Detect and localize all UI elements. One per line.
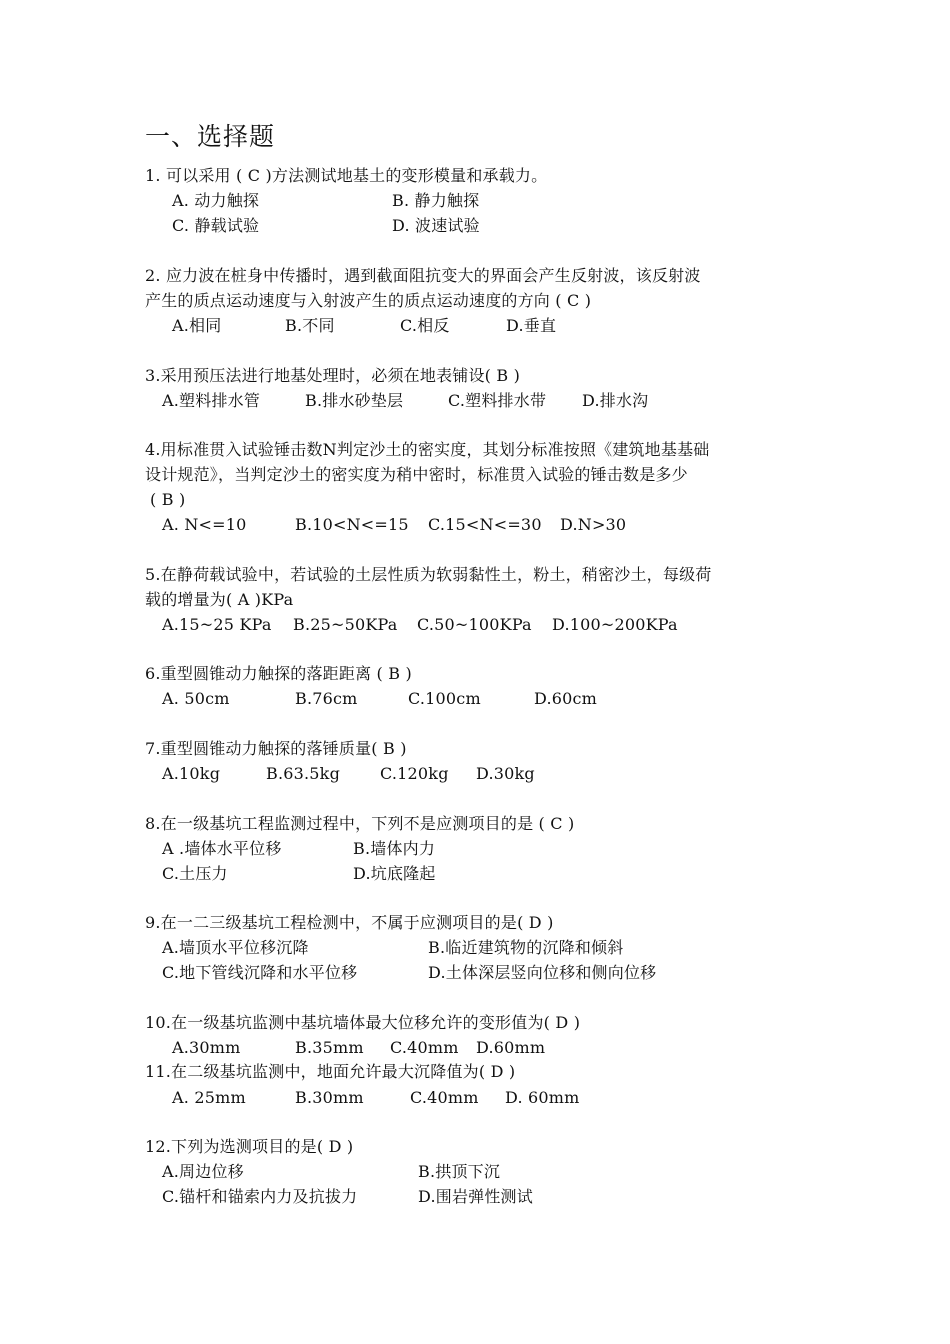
- question-stem: ( B ): [150, 490, 186, 509]
- option-a: A. 动力触探: [172, 191, 260, 210]
- option-a: A.30mm: [172, 1038, 241, 1057]
- option-b: B.35mm: [295, 1038, 364, 1057]
- option-b: B.临近建筑物的沉降和倾斜: [428, 938, 624, 957]
- option-d: D.垂直: [506, 316, 557, 335]
- question-stem: 3.采用预压法进行地基处理时，必须在地表铺设( B ): [145, 366, 521, 385]
- option-c: C.50~100KPa: [417, 615, 532, 634]
- option-b: B.30mm: [295, 1088, 364, 1107]
- option-a: A. 50cm: [162, 689, 230, 708]
- option-d: D.30kg: [476, 764, 535, 783]
- option-a: A. 25mm: [172, 1088, 246, 1107]
- option-c: C.相反: [400, 316, 450, 335]
- question-stem: 10.在一级基坑监测中基坑墙体最大位移允许的变形值为( D ): [145, 1013, 581, 1032]
- question-stem: 载的增量为( A )KPa: [145, 590, 294, 609]
- option-d: D.坑底隆起: [353, 864, 436, 883]
- option-a: A.墙顶水平位移沉降: [162, 938, 309, 957]
- option-b: B.25~50KPa: [293, 615, 398, 634]
- option-d: D.N>30: [560, 515, 627, 534]
- option-d: D.围岩弹性测试: [418, 1187, 533, 1206]
- option-b: B.排水砂垫层: [305, 391, 404, 410]
- option-b: B. 静力触探: [392, 191, 480, 210]
- option-a: A.周边位移: [162, 1162, 244, 1181]
- option-c: C.土压力: [162, 864, 228, 883]
- option-b: B.10<N<=15: [295, 515, 409, 534]
- question-stem: 8.在一级基坑工程监测过程中，下列不是应测项目的是 ( C ): [145, 814, 575, 833]
- section-title: 一、选择题: [145, 122, 276, 151]
- option-a: A .墙体水平位移: [162, 839, 282, 858]
- option-c: C.40mm: [390, 1038, 459, 1057]
- option-a: A. N<=10: [162, 515, 247, 534]
- question-stem: 12.下列为选测项目的是( D ): [145, 1137, 354, 1156]
- option-d: D.60mm: [476, 1038, 546, 1057]
- option-c: C.15<N<=30: [428, 515, 542, 534]
- option-d: D.土体深层竖向位移和侧向位移: [428, 963, 657, 982]
- option-c: C.120kg: [380, 764, 449, 783]
- option-b: B.不同: [285, 316, 335, 335]
- option-c: C. 静载试验: [172, 216, 260, 235]
- option-c: C.地下管线沉降和水平位移: [162, 963, 358, 982]
- option-a: A.相同: [172, 316, 222, 335]
- option-b: B.76cm: [295, 689, 358, 708]
- option-a: A.10kg: [162, 764, 221, 783]
- question-stem: 2. 应力波在桩身中传播时，遇到截面阻抗变大的界面会产生反射波，该反射波: [145, 266, 701, 285]
- option-d: D.100~200KPa: [552, 615, 678, 634]
- question-stem: 1. 可以采用 ( C )方法测试地基土的变形模量和承载力。: [145, 166, 548, 185]
- option-c: C.锚杆和锚索内力及抗拔力: [162, 1187, 358, 1206]
- question-stem: 6.重型圆锥动力触探的落距距离 ( B ): [145, 664, 412, 683]
- option-d: D.排水沟: [582, 391, 649, 410]
- question-stem: 11.在二级基坑监测中，地面允许最大沉降值为( D ): [145, 1062, 516, 1081]
- question-stem: 5.在静荷载试验中，若试验的土层性质为软弱黏性土，粉土，稍密沙土，每级荷: [145, 565, 712, 584]
- option-b: B.63.5kg: [266, 764, 341, 783]
- option-a: A.塑料排水管: [162, 391, 261, 410]
- option-b: B.拱顶下沉: [418, 1162, 501, 1181]
- option-c: C.100cm: [408, 689, 481, 708]
- question-stem: 7.重型圆锥动力触探的落锤质量( B ): [145, 739, 407, 758]
- question-stem: 设计规范》，当判定沙土的密实度为稍中密时，标准贯入试验的锤击数是多少: [145, 465, 688, 484]
- option-d: D. 波速试验: [392, 216, 480, 235]
- question-stem: 9.在一二三级基坑工程检测中，不属于应测项目的是( D ): [145, 913, 554, 932]
- option-d: D. 60mm: [505, 1088, 580, 1107]
- option-b: B.墙体内力: [353, 839, 436, 858]
- option-c: C.40mm: [410, 1088, 479, 1107]
- question-stem: 4.用标准贯入试验锤击数N判定沙土的密实度，其划分标准按照《建筑地基基础: [145, 440, 710, 459]
- option-a: A.15~25 KPa: [162, 615, 272, 634]
- option-d: D.60cm: [534, 689, 598, 708]
- question-stem: 产生的质点运动速度与入射波产生的质点运动速度的方向 ( C ): [145, 291, 592, 310]
- option-c: C.塑料排水带: [448, 391, 547, 410]
